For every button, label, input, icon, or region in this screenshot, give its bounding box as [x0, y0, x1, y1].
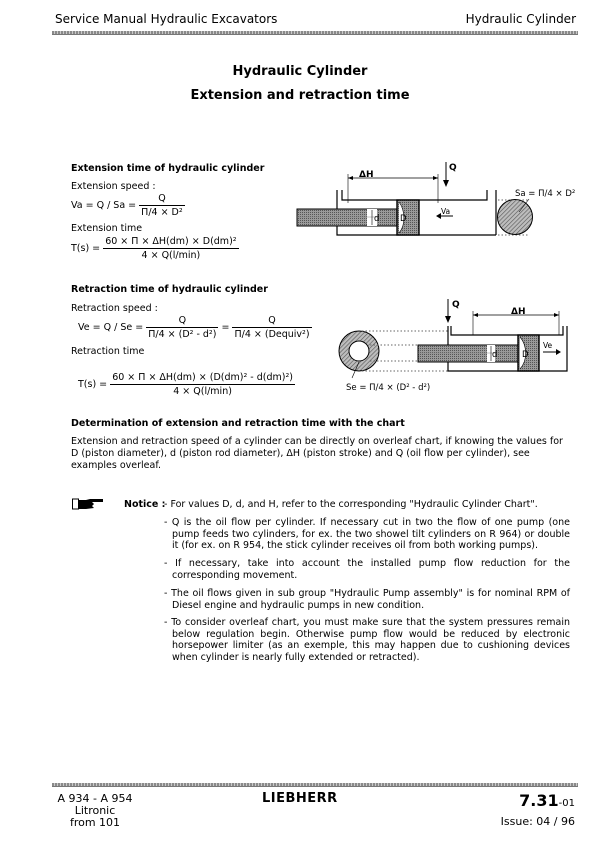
footer-variant: Litronic [74, 804, 116, 817]
issue-date: Issue: 04 / 96 [500, 815, 575, 828]
retraction-cylinder-diagram [330, 290, 600, 400]
formula-denominator: Π/4 × (D² - d²) [148, 329, 217, 340]
header-rule [52, 31, 578, 35]
retraction-heading: Retraction time of hydraulic cylinder [71, 284, 268, 295]
extension-cylinder-diagram [290, 150, 600, 245]
notice-label: Notice : [124, 499, 166, 510]
label-delta-h: ΔH [359, 170, 374, 180]
formula-numerator: Q [139, 193, 185, 206]
brand-logo: LIEBHERR [262, 791, 338, 806]
formula-numerator: Q [232, 315, 311, 328]
formula-denominator: 4 × Q(l/min) [173, 386, 232, 397]
formula-fraction [103, 236, 238, 261]
formula-denominator: Π/4 × D² [141, 207, 183, 218]
retraction-time-label: Retraction time [71, 346, 145, 357]
page-subtitle: Extension and retraction time [190, 88, 410, 103]
formula-denominator: Π/4 × (Dequiv²) [234, 329, 310, 340]
formula-equals: = [221, 322, 230, 333]
notice-item: - The oil flows given in sub group "Hydraulic Pump assembly" is for nominal RPM of Diesel engine and hydraulic pumps in new condition. [164, 588, 570, 611]
formula-lhs: T(s) = [78, 379, 108, 390]
extension-speed-label: Extension speed : [71, 181, 156, 192]
label-q: Q [452, 300, 460, 310]
formula-fraction [110, 372, 295, 397]
chart-section-body: Extension and retraction speed of a cylinder can be directly on overleaf chart, if knowing the values for D (piston diameter), d (piston rod diameter), ΔH (piston stroke) and Q (oil flow per cylinder), see examples overleaf. [71, 436, 563, 471]
retraction-time-formula [78, 372, 295, 397]
formula-numerator: 60 × Π × ΔH(dm) × D(dm)² [105, 236, 237, 247]
notice-item: - If necessary, take into account the installed pump flow reduction for the corresponding movement. [164, 558, 570, 581]
piston-area-circle [498, 200, 533, 235]
formula-numerator: Q [146, 315, 218, 328]
chart-section-heading: Determination of extension and retraction time with the chart [71, 418, 405, 429]
piston-rod [297, 209, 407, 226]
label-q: Q [449, 163, 457, 173]
label-ve: Ve [543, 341, 553, 350]
formula-fraction [146, 315, 218, 340]
extension-time-formula [71, 236, 239, 261]
label-se: Se = Π/4 × (D² - d²) [346, 383, 431, 393]
formula-fraction [232, 315, 311, 340]
formula-denominator: 4 × Q(l/min) [141, 250, 201, 261]
retraction-speed-formula [78, 315, 312, 340]
page-number-main: 7.31 [519, 791, 559, 810]
formula-fraction [139, 193, 185, 218]
label-D: D [400, 214, 407, 224]
extension-heading: Extension time of hydraulic cylinder [71, 163, 265, 174]
cylinder-wall [342, 190, 487, 200]
header-left: Service Manual Hydraulic Excavators [55, 12, 278, 26]
notice-item: - To consider overleaf chart, you must make sure that the system pressures remain below regulation begin. Otherwise pump flow would be reduced by electronic horsepower limiter (as an exemple, this may happen due to cushioning devices when cylinder is nearly fully extended or retracted). [164, 617, 570, 663]
footer-rule [52, 783, 578, 787]
notice-item: - For values D, d, and H, refer to the corresponding "Hydraulic Cylinder Chart". [164, 499, 538, 510]
extension-time-label: Extension time [71, 223, 143, 234]
formula-lhs: Va = Q / Sa = [71, 200, 137, 211]
label-va: Va [441, 207, 451, 216]
label-D: D [522, 350, 529, 360]
label-delta-h: ΔH [511, 307, 526, 317]
pointing-hand-icon [72, 498, 104, 510]
piston-rod [418, 345, 518, 362]
label-d: d [492, 350, 498, 360]
page-title: Hydraulic Cylinder [232, 64, 368, 79]
label-sa: Sa = Π/4 × D² [515, 189, 576, 199]
footer-model-block [55, 793, 135, 829]
extension-speed-formula [71, 193, 185, 218]
label-d: d [374, 214, 380, 224]
formula-lhs: T(s) = [71, 243, 101, 254]
footer-serial: from 101 [69, 816, 121, 829]
formula-numerator: 60 × Π × ΔH(dm) × (D(dm)² - d(dm)²) [112, 372, 293, 383]
notice-item: - Q is the oil flow per cylinder. If necessary cut in two the flow of one pump (one pump feeds two cylinders, for ex. the two showel tilt cylinders on R 964) or double it (for ex. on R 954, the stick cylinder receives oil from both working pumps). [164, 517, 570, 551]
page-number-sub: -01 [558, 798, 575, 809]
retraction-speed-label: Retraction speed : [71, 303, 158, 314]
footer-model: A 934 - A 954 [57, 792, 133, 805]
header-right: Hydraulic Cylinder [465, 12, 576, 26]
formula-lhs: Ve = Q / Se = [78, 322, 144, 333]
page-number [519, 791, 575, 810]
